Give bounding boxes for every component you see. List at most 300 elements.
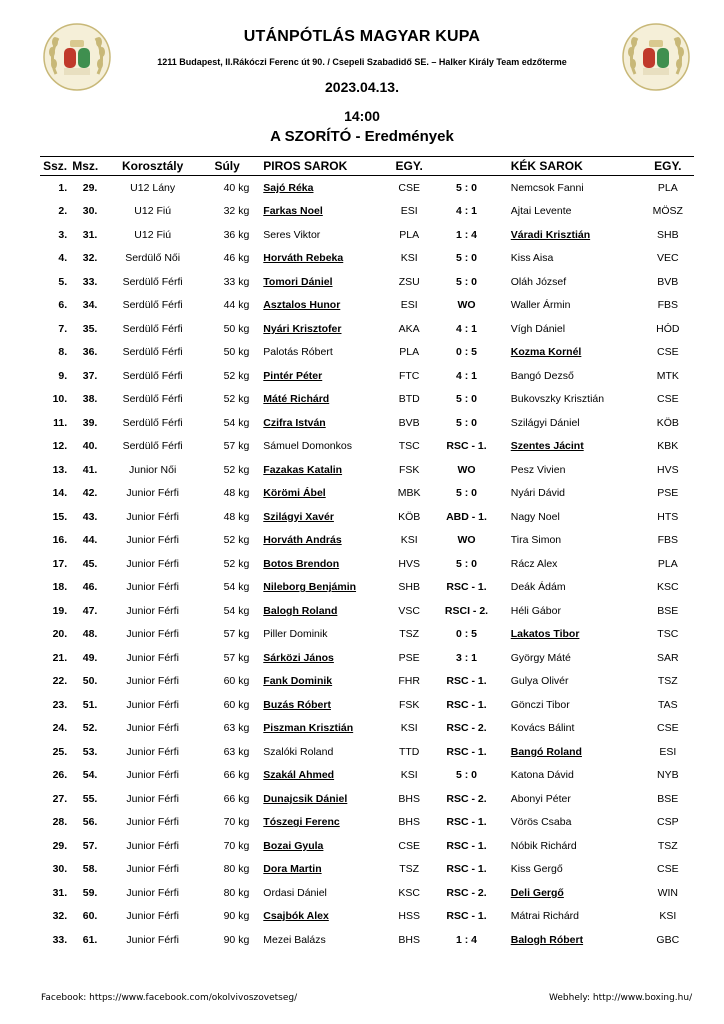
cell-result: 4 : 1 [456,205,478,218]
cell-egy-blue: SAR [656,651,679,664]
cell-kek-sarok: Bangó Dezső [510,369,574,382]
cell-egy-red: CSE [398,839,420,852]
table-row [40,247,694,271]
cell-piros-sarok: Horváth András [263,534,342,547]
cell-kek-sarok: Kiss Gergő [510,863,563,876]
table-row [40,740,694,764]
cell-ssz: 19. [52,604,68,617]
cell-kek-sarok: Kovács Bálint [510,722,575,735]
table-row [40,670,694,694]
cell-suly: 90 kg [223,933,250,946]
column-header-egy-blue: EGY. [642,157,694,176]
cell-piros-sarok: Máté Richárd [263,393,330,406]
cell-ssz: 4. [58,252,68,265]
cell-piros-sarok: Nyári Krisztofer [263,322,342,335]
column-header-egy-red: EGY. [390,157,428,176]
footer-facebook[interactable]: Facebook: https://www.facebook.com/okolvivoszovetseg/ [41,993,298,1003]
table-row [40,599,694,623]
cell-egy-blue: BSE [657,792,679,805]
cell-korosztaly: U12 Fiú [134,228,172,241]
cell-egy-red: TSZ [399,863,420,876]
cell-kek-sarok: Szilágyi Dániel [510,416,580,429]
cell-msz: 52. [82,722,98,735]
cell-suly: 52 kg [223,463,250,476]
column-header-suly: Súly [205,157,257,176]
table-row [40,834,694,858]
cell-suly: 32 kg [223,205,250,218]
cell-egy-blue: KBK [657,440,679,453]
cell-suly: 52 kg [223,534,250,547]
cell-egy-red: KSI [400,722,418,735]
cell-suly: 40 kg [223,181,250,194]
cell-result: 4 : 1 [456,369,478,382]
cell-kek-sarok: Mátrai Richárd [510,910,580,923]
cell-egy-blue: TAS [657,698,678,711]
cell-result: RSC - 2. [446,792,487,805]
table-row [40,176,694,200]
cell-result: RSC - 1. [446,816,487,829]
cell-msz: 57. [82,839,98,852]
cell-egy-blue: PLA [657,557,678,570]
cell-korosztaly: Serdülő Női [125,252,181,265]
cell-suly: 36 kg [223,228,250,241]
cell-msz: 36. [82,346,98,359]
cell-ssz: 21. [52,651,68,664]
cell-suly: 57 kg [223,651,250,664]
cell-egy-red: SHB [398,581,420,594]
cell-egy-red: BHS [398,933,420,946]
cell-piros-sarok: Dunajcsik Dániel [263,792,348,805]
cell-msz: 55. [82,792,98,805]
cell-piros-sarok: Balogh Roland [263,604,338,617]
cell-egy-blue: CSE [656,863,679,876]
cell-suly: 66 kg [223,769,250,782]
cell-korosztaly: Junior Férfi [126,886,179,899]
cell-korosztaly: Junior Férfi [126,581,179,594]
cell-kek-sarok: Nagy Noel [510,510,560,523]
cell-egy-red: MBK [397,487,421,500]
cell-suly: 63 kg [223,722,250,735]
cell-suly: 33 kg [223,275,250,288]
cell-egy-red: FTC [398,369,420,382]
cell-egy-red: HSS [398,910,420,923]
cell-egy-blue: TSZ [657,839,678,852]
cell-kek-sarok: Pesz Vivien [510,463,566,476]
cell-piros-sarok: Sámuel Domonkos [263,440,352,453]
cell-ssz: 13. [52,463,68,476]
cell-piros-sarok: Sárközi János [263,651,334,664]
cell-result: RSC - 1. [446,440,487,453]
table-row [40,881,694,905]
cell-kek-sarok: Bangó Roland [510,745,582,758]
table-row [40,223,694,247]
cell-kek-sarok: Abonyi Péter [510,792,571,805]
cell-korosztaly: Junior Férfi [126,510,179,523]
table-row [40,787,694,811]
column-header-msz: Msz. [70,157,100,176]
cell-egy-red: PLA [399,228,420,241]
cell-result: 5 : 0 [456,416,478,429]
cell-piros-sarok: Horváth Rebeka [263,252,344,265]
cell-kek-sarok: Deák Ádám [510,581,566,594]
cell-egy-red: BVB [398,416,420,429]
cell-result: 0 : 5 [456,346,478,359]
cell-msz: 35. [82,322,98,335]
cell-result: WO [457,299,476,312]
cell-msz: 48. [82,628,98,641]
cell-msz: 40. [82,440,98,453]
cell-ssz: 6. [58,299,68,312]
cell-result: RSC - 1. [446,698,487,711]
cell-ssz: 23. [52,698,68,711]
cell-suly: 80 kg [223,863,250,876]
cell-egy-red: FHR [398,675,420,688]
cell-ssz: 17. [52,557,68,570]
cell-korosztaly: Junior Férfi [126,816,179,829]
cell-result: ABD - 1. [446,510,487,523]
table-row [40,552,694,576]
cell-result: 5 : 0 [456,487,478,500]
cell-suly: 90 kg [223,910,250,923]
cell-kek-sarok: Rácz Alex [510,557,558,570]
cell-egy-red: TSZ [399,628,420,641]
cell-msz: 54. [82,769,98,782]
cell-ssz: 7. [58,322,68,335]
cell-ssz: 3. [58,228,68,241]
cell-kek-sarok: Kozma Kornél [510,346,582,359]
cell-suly: 44 kg [223,299,250,312]
cell-suly: 46 kg [223,252,250,265]
cell-egy-red: KSI [400,534,418,547]
cell-korosztaly: Junior Férfi [126,675,179,688]
cell-korosztaly: U12 Lány [130,181,176,194]
event-date: 2023.04.13. [325,79,399,95]
cell-egy-blue: PSE [657,487,679,500]
cell-egy-blue: CSE [656,722,679,735]
footer-website[interactable]: Webhely: http://www.boxing.hu/ [549,993,693,1003]
page-title: UTÁNPÓTLÁS MAGYAR KUPA [243,28,481,45]
cell-suly: 54 kg [223,604,250,617]
table-row [40,576,694,600]
cell-korosztaly: Serdülő Férfi [122,440,183,453]
column-header-result [428,157,504,176]
cell-korosztaly: Junior Férfi [126,698,179,711]
cell-piros-sarok: Botos Brendon [263,557,340,570]
cell-result: RSC - 1. [446,910,487,923]
cell-ssz: 1. [58,181,68,194]
cell-korosztaly: Junior Férfi [126,839,179,852]
cell-egy-blue: SHB [656,228,679,241]
cell-msz: 58. [82,863,98,876]
cell-result: RSC - 2. [446,722,487,735]
cell-piros-sarok: Seres Viktor [263,228,321,241]
cell-ssz: 16. [52,534,68,547]
cell-result: 0 : 5 [456,628,478,641]
cell-piros-sarok: Piszman Krisztián [263,722,354,735]
cell-piros-sarok: Bozai Gyula [263,839,324,852]
cell-kek-sarok: Tira Simon [510,534,562,547]
cell-ssz: 15. [52,510,68,523]
cell-egy-blue: HVS [656,463,679,476]
cell-result: RSC - 1. [446,581,487,594]
cell-ssz: 5. [58,275,68,288]
cell-kek-sarok: Héli Gábor [510,604,561,617]
cell-suly: 70 kg [223,839,250,852]
table-row [40,693,694,717]
cell-egy-red: KSI [400,769,418,782]
table-row [40,858,694,882]
cell-suly: 48 kg [223,487,250,500]
cell-kek-sarok: Oláh József [510,275,567,288]
cell-egy-blue: KÖB [656,416,679,429]
cell-piros-sarok: Asztalos Hunor [263,299,341,312]
cell-egy-red: PSE [398,651,420,664]
cell-ssz: 29. [52,839,68,852]
cell-korosztaly: Serdülő Férfi [122,346,183,359]
cell-result: RSC - 2. [446,886,487,899]
cell-kek-sarok: Nóbik Richárd [510,839,577,852]
cell-suly: 66 kg [223,792,250,805]
cell-piros-sarok: Dora Martin [263,863,322,876]
cell-egy-red: TSC [398,440,420,453]
cell-egy-red: KSC [398,886,420,899]
table-row [40,811,694,835]
cell-suly: 52 kg [223,557,250,570]
table-row [40,646,694,670]
cell-kek-sarok: Szentes Jácint [510,440,584,453]
cell-kek-sarok: Nyári Dávid [510,487,566,500]
cell-ssz: 26. [52,769,68,782]
cell-korosztaly: Junior Férfi [126,745,179,758]
cell-kek-sarok: Ajtai Levente [510,205,572,218]
cell-korosztaly: Junior Férfi [126,769,179,782]
cell-korosztaly: Serdülő Férfi [122,299,183,312]
cell-kek-sarok: Vígh Dániel [510,322,566,335]
cell-egy-red: KSI [400,252,418,265]
cell-piros-sarok: Ordasi Dániel [263,886,327,899]
cell-egy-blue: CSE [656,393,679,406]
cell-piros-sarok: Mezei Balázs [263,933,326,946]
cell-suly: 48 kg [223,510,250,523]
venue-address: 1211 Budapest, II.Rákóczi Ferenc út 90. / Csepeli Szabadidő SE. – Halker Király Team edzőterme [157,57,567,67]
cell-msz: 50. [82,675,98,688]
cell-egy-blue: MTK [656,369,679,382]
cell-korosztaly: Serdülő Férfi [122,369,183,382]
column-header-ssz: Ssz. [40,157,70,176]
cell-piros-sarok: Palotás Róbert [263,346,333,359]
cell-msz: 46. [82,581,98,594]
cell-suly: 63 kg [223,745,250,758]
table-row [40,482,694,506]
cell-ssz: 32. [52,910,68,923]
cell-msz: 59. [82,886,98,899]
cell-egy-red: PLA [399,346,420,359]
cell-egy-blue: HTS [657,510,679,523]
cell-result: 5 : 0 [456,557,478,570]
cell-msz: 56. [82,816,98,829]
cell-ssz: 14. [52,487,68,500]
cell-egy-red: FSK [398,698,420,711]
cell-korosztaly: Junior Férfi [126,651,179,664]
column-header-korosztaly: Korosztály [100,157,205,176]
cell-egy-blue: ESI [659,745,677,758]
cell-suly: 54 kg [223,416,250,429]
cell-egy-red: CSE [398,181,420,194]
cell-korosztaly: Serdülő Férfi [122,275,183,288]
cell-egy-blue: BVB [657,275,679,288]
cell-ssz: 33. [52,933,68,946]
cell-egy-red: ZSU [398,275,420,288]
cell-result: WO [457,463,476,476]
cell-egy-red: ESI [400,205,418,218]
cell-result: RSC - 1. [446,675,487,688]
cell-korosztaly: U12 Fiú [134,205,172,218]
cell-ssz: 24. [52,722,68,735]
table-row [40,317,694,341]
cell-ssz: 10. [52,393,68,406]
cell-korosztaly: Junior Férfi [126,628,179,641]
cell-piros-sarok: Czifra István [263,416,326,429]
cell-result: RSC - 1. [446,745,487,758]
cell-egy-blue: CSP [656,816,679,829]
cell-suly: 52 kg [223,393,250,406]
cell-egy-blue: PLA [657,181,678,194]
table-row [40,364,694,388]
cell-piros-sarok: Szilágyi Xavér [263,510,334,523]
cell-msz: 33. [82,275,98,288]
table-row [40,341,694,365]
cell-egy-red: TTD [398,745,420,758]
cell-ssz: 18. [52,581,68,594]
cell-kek-sarok: Kiss Aisa [510,252,554,265]
cell-egy-blue: BSE [657,604,679,617]
cell-egy-red: ESI [400,299,418,312]
cell-korosztaly: Junior Férfi [126,487,179,500]
cell-result: 5 : 0 [456,393,478,406]
cell-suly: 70 kg [223,816,250,829]
cell-ssz: 20. [52,628,68,641]
cell-msz: 61. [82,933,98,946]
cell-msz: 41. [82,463,98,476]
cell-msz: 45. [82,557,98,570]
table-row [40,388,694,412]
cell-egy-blue: MÖSZ [652,205,683,218]
cell-result: WO [457,534,476,547]
cell-egy-blue: KSI [659,910,677,923]
cell-suly: 52 kg [223,369,250,382]
cell-msz: 42. [82,487,98,500]
cell-msz: 53. [82,745,98,758]
cell-korosztaly: Serdülő Férfi [122,416,183,429]
cell-ssz: 27. [52,792,68,805]
table-row [40,764,694,788]
cell-result: RSC - 1. [446,863,487,876]
cell-suly: 50 kg [223,346,250,359]
cell-result: 4 : 1 [456,322,478,335]
cell-egy-blue: FBS [657,299,678,312]
cell-piros-sarok: Körömi Ábel [263,487,326,500]
column-header-kek-sarok: KÉK SAROK [505,157,642,176]
cell-kek-sarok: Vörös Csaba [510,816,572,829]
table-row [40,505,694,529]
cell-egy-red: HVS [398,557,420,570]
cell-piros-sarok: Szalóki Roland [263,745,334,758]
cell-korosztaly: Junior Férfi [126,792,179,805]
cell-kek-sarok: Waller Ármin [510,299,571,312]
cell-egy-red: KÖB [398,510,421,523]
cell-egy-blue: VEC [656,252,679,265]
cell-msz: 37. [82,369,98,382]
cell-ssz: 11. [53,416,68,429]
cell-ssz: 28. [52,816,68,829]
cell-ssz: 22. [52,675,68,688]
cell-msz: 49. [82,651,98,664]
cell-egy-blue: HÓD [656,322,680,335]
table-row [40,294,694,318]
cell-egy-blue: NYB [656,769,679,782]
table-row [40,717,694,741]
cell-msz: 51. [82,698,98,711]
cell-msz: 39. [82,416,98,429]
table-header-row [40,157,694,176]
table-row [40,905,694,929]
cell-kek-sarok: Gönczi Tibor [510,698,570,711]
cell-result: 5 : 0 [456,275,478,288]
cell-msz: 43. [82,510,98,523]
cell-piros-sarok: Buzás Róbert [263,698,331,711]
table-row [40,623,694,647]
cell-piros-sarok: Sajó Réka [263,181,314,194]
cell-result: 5 : 0 [456,252,478,265]
cell-kek-sarok: Deli Gergő [510,886,564,899]
cell-egy-blue: WIN [657,886,678,899]
cell-piros-sarok: Farkas Noel [263,205,323,218]
cell-msz: 34. [82,299,98,312]
cell-kek-sarok: György Máté [510,651,571,664]
cell-kek-sarok: Lakatos Tibor [510,628,580,641]
cell-ssz: 31. [52,886,68,899]
cell-korosztaly: Junior Férfi [126,557,179,570]
table-row [40,529,694,553]
cell-ssz: 8. [58,346,68,359]
cell-egy-blue: CSE [656,346,679,359]
cell-korosztaly: Junior Férfi [126,863,179,876]
cell-korosztaly: Junior Férfi [126,604,179,617]
cell-suly: 60 kg [223,675,250,688]
cell-piros-sarok: Tószegi Ferenc [263,816,340,829]
cell-egy-red: BHS [398,816,420,829]
cell-msz: 32. [82,252,98,265]
cell-kek-sarok: Gulya Olivér [510,675,569,688]
cell-korosztaly: Serdülő Férfi [122,393,183,406]
table-row [40,200,694,224]
cell-egy-blue: TSZ [657,675,678,688]
cell-suly: 50 kg [223,322,250,335]
cell-msz: 38. [82,393,98,406]
cell-egy-red: BHS [398,792,420,805]
cell-egy-red: FSK [398,463,420,476]
cell-korosztaly: Serdülő Férfi [122,322,183,335]
cell-korosztaly: Junior Férfi [126,534,179,547]
cell-piros-sarok: Csajbók Alex [263,910,329,923]
column-header-piros-sarok: PIROS SAROK [257,157,390,176]
cell-ssz: 30. [52,863,68,876]
cell-msz: 30. [82,205,98,218]
cell-piros-sarok: Piller Dominik [263,628,328,641]
results-table [40,156,694,952]
cell-suly: 80 kg [223,886,250,899]
cell-msz: 31. [82,228,98,241]
